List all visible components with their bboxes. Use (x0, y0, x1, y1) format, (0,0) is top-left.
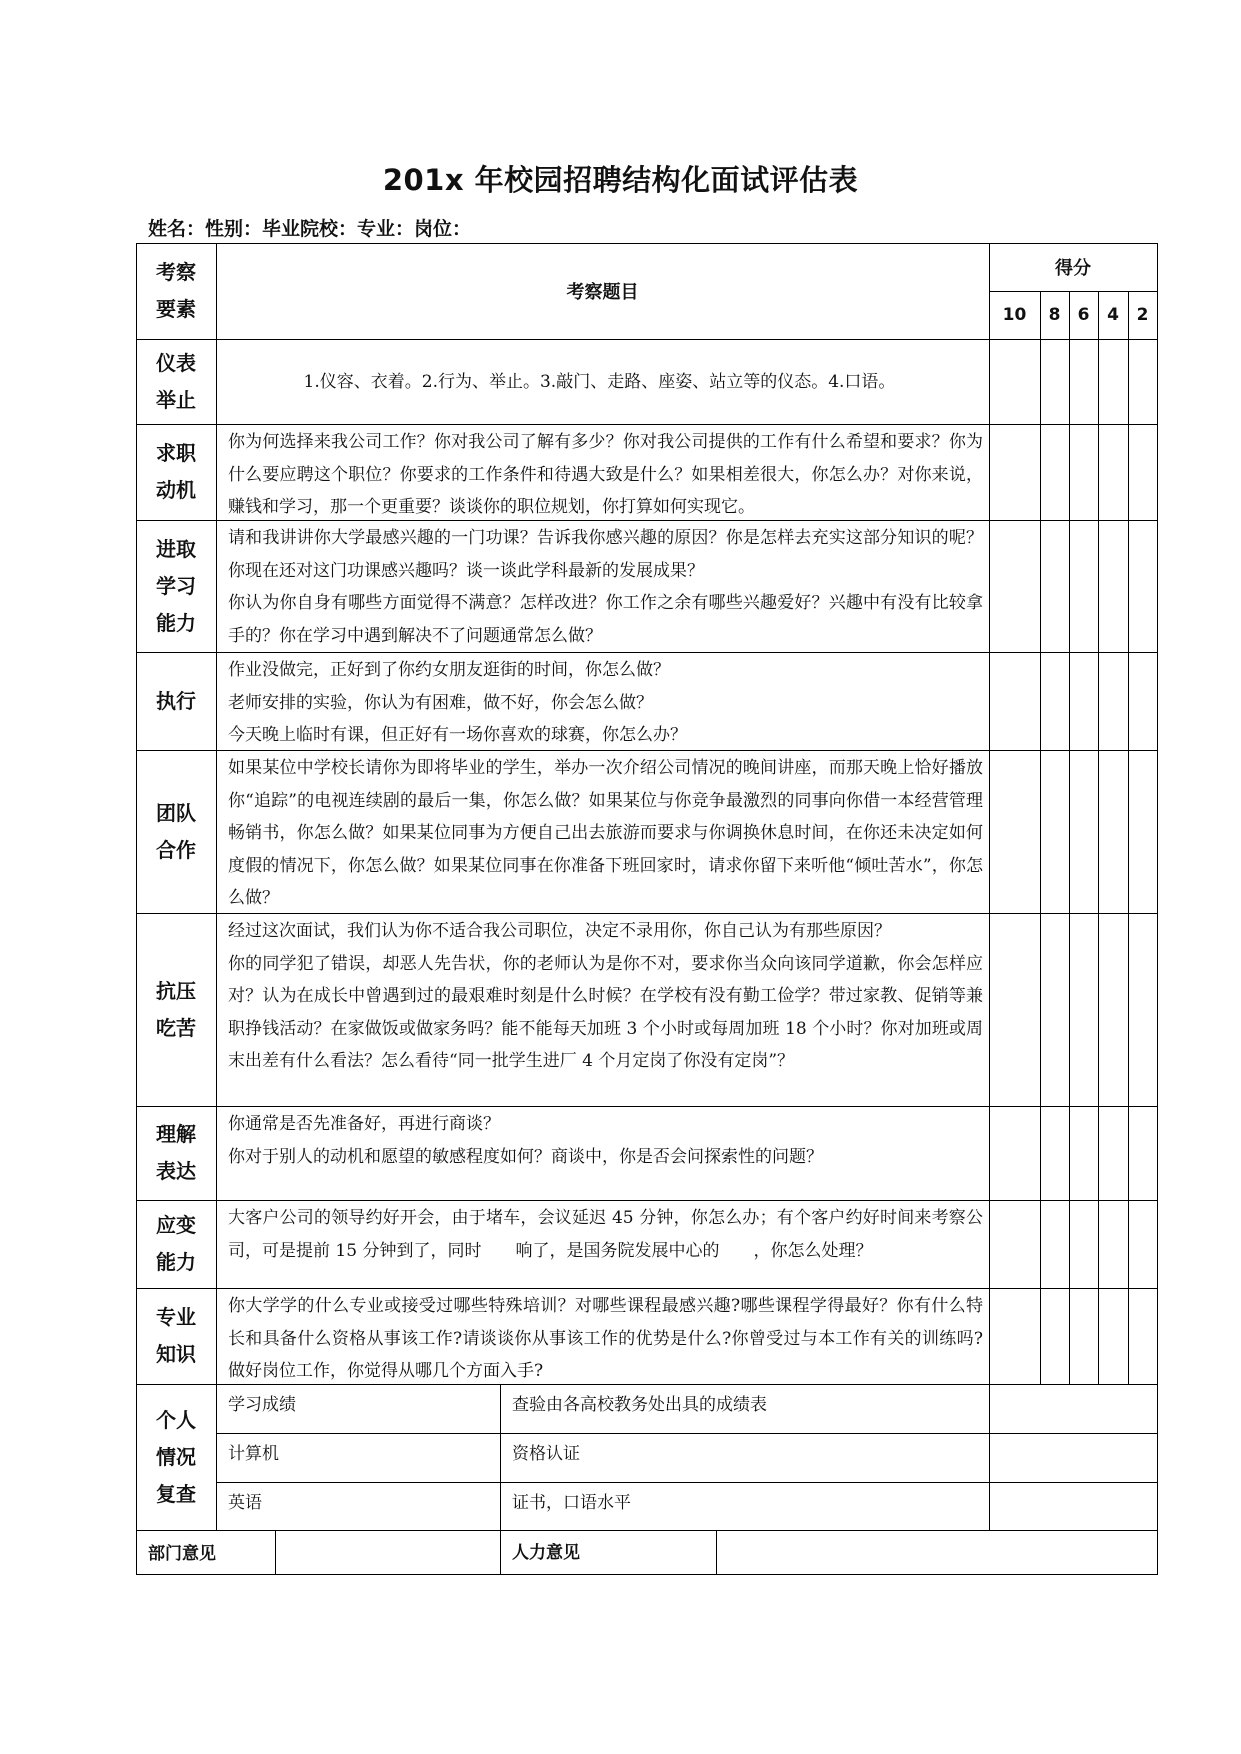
text-line: 情况 (156, 1444, 196, 1469)
element-cell (136, 520, 216, 652)
personal-item-check: 查验由各高校教务处出具的成绩表 (512, 1395, 767, 1415)
text-line: 复查 (156, 1481, 196, 1506)
element-cell (136, 339, 216, 424)
text-line: 你对于别人的动机和愿望的敏感程度如何？商谈中，你是否会问探索性的问题？ (228, 1146, 823, 1167)
text-line: 你为何选择来我公司工作？你对我公司了解有多少？你对我公司提供的工作有什么希望和要求？你为什么要应聘这个职位？你要求的工作条件和待遇大致是什么？如果相差很大，你怎么办？对你来说，赚钱和学习，那一个更重要？谈谈你的职位规划，你打算如何实现它。 (228, 432, 983, 517)
text-line: 进取 (156, 536, 196, 561)
question-cell (216, 339, 989, 424)
table-rule (216, 1433, 1157, 1434)
table-right-border (1157, 243, 1158, 1575)
table-top-border (136, 243, 1157, 244)
table-rule (716, 1530, 717, 1574)
text-line: 能力 (156, 610, 196, 635)
text-line: 仪表 (156, 350, 196, 375)
element-cell (136, 750, 216, 913)
text-line: 团队 (156, 800, 196, 825)
text-line: 老师安排的实验，你认为有困难，做不好，你会怎么做？ (228, 692, 653, 713)
text-line: 举止 (156, 387, 196, 412)
table-rule (136, 520, 1157, 521)
table-rule (989, 243, 990, 1530)
text-line: 1.仪容、衣着。2.行为、举止。3.敲门、走路、座姿、站立等的仪态。4.口语。 (303, 372, 896, 393)
element-cell (136, 1288, 216, 1384)
text-line: 能力 (156, 1250, 196, 1274)
table-rule (136, 1200, 1157, 1201)
text-line: 执行 (156, 688, 196, 713)
personal-item-label: 计算机 (228, 1444, 279, 1464)
table-rule (136, 750, 1157, 751)
text-line: 今天晚上临时有课，但正好有一场你喜欢的球赛，你怎么办？ (228, 725, 687, 745)
text-line: 你大学学的什么专业或接受过哪些特殊培训？对哪些课程最感兴趣?哪些课程学得最好？你有什么特长和具备什么资格从事该工作?请谈谈你从事该工作的优势是什么?你曾受过与本工作有关的训练吗?做好岗位工作，你觉得从哪几个方面入手? (228, 1296, 983, 1381)
table-rule (500, 1384, 501, 1530)
text-line: 你认为你自身有哪些方面觉得不满意？怎样改进？你工作之余有哪些兴趣爱好？兴趣中有没有比较拿手的？你在学习中遇到解决不了问题通常怎么做？ (228, 593, 983, 646)
text-line: 吃苦 (156, 1015, 196, 1040)
text-line: 经过这次面试，我们认为你不适合我公司职位，决定不录用你，你自己认为有那些原因？ (228, 921, 891, 941)
table-rule (500, 1530, 501, 1574)
question-column-header: 考察题目 (566, 282, 639, 303)
table-rule (1128, 291, 1129, 1384)
text-line: 你的同学犯了错误，却恶人先告状，你的老师认为是你不对，要求你当众向该同学道歉，你会怎样应对？认为在成长中曾遇到过的最艰难时刻是什么时候？在学校有没有勤工俭学？带过家教、促销等兼职挣钱活动？在家做饭或做家务吗？能不能每天加班 3 个小时或每周加班 18 个小时？你对加班或周末出差有什么看法？怎么看待“同一批学生进厂 4 个月定岗了你没有定岗”？ (228, 953, 983, 1071)
hr-opinion-label: 人力意见 (512, 1543, 580, 1563)
score-column-4: 4 (1107, 305, 1119, 325)
question-cell (216, 1288, 989, 1384)
question-cell (216, 1200, 989, 1288)
table-rule (216, 1482, 1157, 1483)
table-rule (1069, 291, 1070, 1384)
text-line: 抗压 (156, 978, 196, 1003)
table-rule (136, 1106, 1157, 1107)
text-line: 如果某位中学校长请你为即将毕业的学生，举办一次介绍公司情况的晚间讲座，而那天晚上恰好播放你“追踪”的电视连续剧的最后一集，你怎么做？如果某位与你竞争最激烈的同事向你借一本经营管理畅销书，你怎么做？如果某位同事为方便自己出去旅游而要求与你调换休息时间，在你还未决定如何度假的情况下，你怎么做？如果某位同事在你准备下班回家时，请求你留下来听他“倾吐苦水”，你怎么做？ (228, 758, 983, 908)
text-line: 应变 (156, 1213, 196, 1237)
table-rule (989, 291, 1157, 292)
score-column-8: 8 (1048, 305, 1061, 325)
text-line: 求职 (156, 441, 196, 465)
element-column-header (136, 243, 216, 339)
text-line: 大客户公司的领导约好开会，由于堵车，会议延迟 45 分钟，你怎么办；有个客户约好时间来考察公司，可是提前 15 分钟到了，同时 响了，是国务院发展中心的 ，你怎么处理？ (228, 1208, 983, 1261)
text-line: 学习 (156, 573, 196, 598)
table-rule (136, 424, 1157, 425)
text-line: 合作 (156, 837, 196, 862)
personal-item-check: 资格认证 (512, 1444, 580, 1464)
dept-opinion-label: 部门意见 (148, 1544, 216, 1564)
text-line: 动机 (156, 478, 196, 502)
score-column-6: 6 (1077, 305, 1090, 325)
personal-item-label: 学习成绩 (228, 1395, 296, 1415)
table-rule (275, 1530, 276, 1574)
table-rule (136, 1384, 1157, 1385)
text-line: 你通常是否先准备好，再进行商谈？ (228, 1114, 500, 1134)
table-rule (216, 243, 217, 1530)
question-cell (216, 913, 989, 1106)
personal-item-label: 英语 (228, 1493, 262, 1513)
text-line: 请和我讲讲你大学最感兴趣的一门功课？告诉我你感兴趣的原因？你是怎样去充实这部分知识的呢？你现在还对这门功课感兴趣吗？谈一谈此学科最新的发展成果？ (228, 528, 983, 581)
table-rule (136, 339, 1157, 340)
page-title: 201x 年校园招聘结构化面试评估表 (382, 163, 859, 197)
question-cell (216, 520, 989, 652)
table-rule (136, 1530, 1157, 1531)
text-line: 要素 (156, 297, 196, 321)
element-cell (136, 1200, 216, 1288)
score-column-2: 2 (1136, 305, 1149, 325)
question-cell (216, 652, 989, 750)
text-line: 作业没做完，正好到了你约女朋友逛街的时间，你怎么做？ (228, 660, 670, 680)
table-rule (136, 1288, 1157, 1289)
score-header: 得分 (1055, 258, 1091, 279)
element-cell (136, 652, 216, 750)
text-line: 理解 (156, 1122, 196, 1146)
text-line: 考察 (156, 260, 196, 284)
question-cell (216, 1106, 989, 1200)
element-cell (136, 913, 216, 1106)
table-rule (1098, 291, 1099, 1384)
table-rule (136, 1574, 1157, 1575)
element-cell (136, 1106, 216, 1200)
score-column-10: 10 (1002, 305, 1027, 325)
question-cell (216, 750, 989, 913)
applicant-info-line: 姓名：性别：毕业院校：专业：岗位： (148, 218, 472, 240)
personal-item-check: 证书，口语水平 (512, 1493, 631, 1513)
personal-element-cell (136, 1384, 216, 1530)
text-line: 个人 (156, 1407, 196, 1432)
table-rule (136, 913, 1157, 914)
text-line: 表达 (156, 1159, 196, 1183)
table-rule (1040, 291, 1041, 1384)
element-cell (136, 424, 216, 520)
question-cell (216, 424, 989, 520)
text-line: 知识 (156, 1342, 196, 1366)
text-line: 专业 (156, 1305, 196, 1329)
table-left-border (136, 243, 137, 1575)
table-rule (136, 652, 1157, 653)
